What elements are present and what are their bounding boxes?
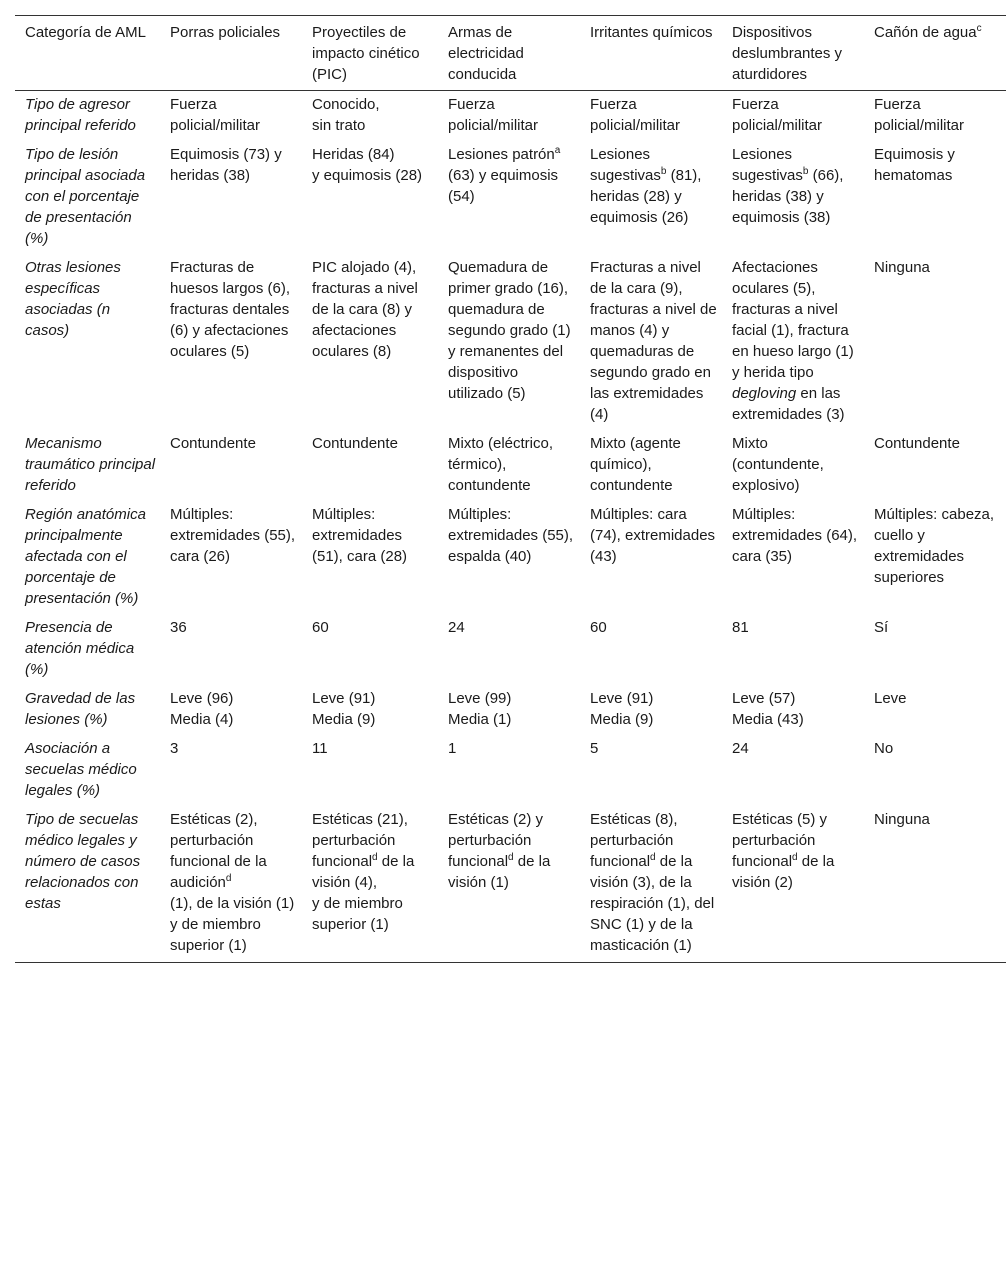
table-row (15, 613, 1006, 684)
footnote-marker: d (225, 873, 232, 884)
table-cell (160, 253, 302, 429)
cell-text: Lesiones sugestivas (590, 146, 661, 184)
table-cell (580, 91, 722, 141)
cell-text: 11 (312, 740, 328, 757)
cell-text: Lesiones patrón (448, 146, 555, 163)
row-label: Tipo de secuelas médico legales y número de casos relacionados con estas (15, 805, 160, 963)
table-cell (438, 140, 580, 253)
footnote-marker: c (976, 23, 982, 34)
table-cell (580, 734, 722, 805)
cell-text: Múltiples: extremidades (64), cara (35) (732, 506, 858, 565)
table-cell (160, 500, 302, 613)
table-cell (302, 734, 438, 805)
cell-text-continued: (81), heridas (28) y equimosis (26) (590, 167, 702, 226)
table-cell (438, 805, 580, 963)
table-cell (722, 684, 864, 734)
cell-text: Leve (96) Media (4) (170, 690, 234, 728)
table-cell (438, 91, 580, 141)
table-cell (160, 613, 302, 684)
cell-text-continued: de la visión (3), de la respiración (1), del SNC (1) y de la masticación (1) (590, 853, 715, 954)
table-row (15, 429, 1006, 500)
cell-text: Leve (99) Media (1) (448, 690, 512, 728)
cell-text-continued: (66), heridas (38) y equimosis (38) (732, 167, 844, 226)
table-cell (160, 734, 302, 805)
cell-text: Contundente (170, 435, 256, 452)
aml-injury-table (15, 15, 1006, 963)
cell-text: Estéticas (2) y perturbación funcional (448, 811, 544, 870)
cell-text: Fuerza policial/militar (448, 96, 539, 134)
cell-text: Estéticas (21), perturbación funcional (312, 811, 408, 870)
table-cell (438, 684, 580, 734)
table-cell (580, 684, 722, 734)
table-cell (438, 253, 580, 429)
row-label: Gravedad de las lesiones (%) (25, 690, 136, 728)
cell-text-continued: (1), de la visión (1) y de miembro superior (1) (170, 895, 295, 954)
cell-text: 60 (312, 619, 329, 636)
table-cell (722, 91, 864, 141)
cell-text: Leve (91) Media (9) (312, 690, 376, 728)
table-cell (302, 805, 438, 963)
column-header-label: Dispositivos deslumbrantes y aturdidores (732, 24, 843, 83)
column-header-label: Irritantes químicos (590, 24, 713, 41)
cell-text: 1 (448, 740, 457, 757)
row-label: Tipo de agresor principal referido (25, 96, 136, 134)
column-header (580, 16, 722, 91)
footnote-marker: a (554, 145, 561, 156)
table-cell (580, 253, 722, 429)
footnote-marker: d (508, 852, 514, 863)
table-cell (302, 613, 438, 684)
header-row (15, 16, 1006, 91)
cell-text: Múltiples: extremidades (55), espalda (40) (448, 506, 574, 565)
table-cell (864, 253, 1006, 429)
cell-text: PIC alojado (4), fracturas a nivel de la cara (8) y afectaciones oculares (8) (312, 259, 418, 360)
cell-text: Quemadura de primer grado (16), quemadura de segundo grado (1) y remanentes del dispositivo utilizado (5) (448, 259, 571, 402)
cell-text: 60 (590, 619, 607, 636)
table-cell (722, 429, 864, 500)
cell-emphasis: degloving (732, 385, 797, 402)
table-cell (438, 734, 580, 805)
table-cell (722, 734, 864, 805)
table-cell (160, 684, 302, 734)
cell-text-continued: de la visión (2) (732, 853, 835, 891)
cell-text: Mixto (eléctrico, térmico), contundente (448, 435, 554, 494)
column-header-label: Cañón de agua (874, 24, 977, 41)
column-header-label: Proyectiles de impacto cinético (PIC) (312, 24, 420, 83)
cell-text: Mixto (contundente, explosivo) (732, 435, 824, 494)
cell-text: 24 (732, 740, 749, 757)
table-cell (438, 500, 580, 613)
cell-text: Lesiones sugestivas (732, 146, 803, 184)
table-cell (160, 805, 302, 963)
cell-text: 81 (732, 619, 749, 636)
table-cell (302, 140, 438, 253)
table-cell (722, 805, 864, 963)
cell-text: Leve (874, 690, 907, 707)
table-body (15, 91, 1006, 963)
cell-text: Mixto (agente químico), contundente (590, 435, 681, 494)
table-cell (580, 140, 722, 253)
table-cell (722, 500, 864, 613)
cell-text: Estéticas (8), perturbación funcional (590, 811, 678, 870)
column-header (15, 16, 160, 91)
cell-text: Ninguna (874, 259, 930, 276)
table-cell (302, 500, 438, 613)
cell-text: Fuerza policial/militar (874, 96, 965, 134)
cell-text-continued: de la visión (1) (448, 853, 551, 891)
cell-text: Múltiples: extremidades (51), cara (28) (312, 506, 408, 565)
cell-text-continued: (63) y equimosis (54) (448, 167, 559, 205)
table-cell (438, 429, 580, 500)
cell-text: Estéticas (2), perturbación funcional de la audición (170, 811, 267, 891)
table-cell (722, 613, 864, 684)
table-cell (864, 613, 1006, 684)
table-row (15, 253, 1006, 429)
table-cell (864, 91, 1006, 141)
table-cell (160, 140, 302, 253)
row-label: Otras lesiones específicas asociadas (n casos) (25, 259, 121, 339)
cell-text: Leve (57) Media (43) (732, 690, 804, 728)
column-header (722, 16, 864, 91)
table-cell (160, 429, 302, 500)
column-header-label: Categoría de AML (25, 24, 146, 41)
row-label: Tipo de lesión principal asociada con el porcentaje de presentación (%) (25, 146, 146, 247)
column-header-label: Porras policiales (170, 24, 281, 41)
cell-text: Fuerza policial/militar (590, 96, 681, 134)
cell-text: Múltiples: cabeza, cuello y extremidades superiores (874, 506, 995, 586)
table-cell (580, 805, 722, 963)
table-cell (580, 613, 722, 684)
cell-text: Múltiples: cara (74), extremidades (43) (590, 506, 716, 565)
table-cell (722, 253, 864, 429)
footnote-marker: b (802, 166, 809, 177)
cell-text: Ninguna (874, 811, 930, 828)
footnote-marker: b (660, 166, 667, 177)
table-cell (864, 429, 1006, 500)
cell-text: 24 (448, 619, 465, 636)
table-row (15, 91, 1006, 141)
cell-text: Heridas (84) y equimosis (28) (312, 146, 423, 184)
cell-text: Estéticas (5) y perturbación funcional (732, 811, 828, 870)
footnote-marker: d (372, 852, 378, 863)
table-cell (302, 253, 438, 429)
table-cell (302, 684, 438, 734)
cell-text: Afectaciones oculares (5), fracturas a nivel facial (1), fractura en hueso largo (1) y herida tipo (732, 259, 854, 381)
table-cell (864, 500, 1006, 613)
cell-text: No (874, 740, 894, 757)
column-header-label: Armas de electricidad conducida (448, 24, 524, 83)
row-label: Presencia de atención médica (%) (25, 619, 135, 678)
cell-text-continued: en las extremidades (3) (732, 385, 845, 423)
table-row (15, 140, 1006, 253)
cell-text: Fracturas a nivel de la cara (9), fracturas a nivel de manos (4) y quemaduras de segundo grado en las extremidades (4) (590, 259, 717, 423)
cell-text: Conocido, sin trato (312, 96, 380, 134)
footnote-marker: d (792, 852, 798, 863)
table-row (15, 734, 1006, 805)
table-cell (864, 734, 1006, 805)
column-header (160, 16, 302, 91)
cell-text: Fuerza policial/militar (170, 96, 261, 134)
column-header (864, 16, 1006, 91)
cell-text: Contundente (874, 435, 960, 452)
row-label: Región anatómica principalmente afectada con el porcentaje de presentación (%) (25, 506, 146, 607)
cell-text: 3 (170, 740, 179, 757)
table-cell (864, 684, 1006, 734)
table-row (15, 684, 1006, 734)
table-cell (580, 429, 722, 500)
table-cell (580, 500, 722, 613)
cell-text: Fuerza policial/militar (732, 96, 823, 134)
cell-text-continued: de la visión (4), y de miembro superior (1) (312, 853, 415, 933)
cell-text: Equimosis y hematomas (874, 146, 955, 184)
table-cell (302, 91, 438, 141)
column-header (302, 16, 438, 91)
cell-text: Equimosis (73) y heridas (38) (170, 146, 282, 184)
table-cell (438, 613, 580, 684)
table-cell (864, 805, 1006, 963)
table-cell (160, 91, 302, 141)
table-header (15, 16, 1006, 91)
cell-text: Contundente (312, 435, 398, 452)
table-cell (864, 140, 1006, 253)
cell-text: Sí (874, 619, 889, 636)
footnote-marker: d (650, 852, 656, 863)
table-row (15, 805, 1006, 963)
column-header (438, 16, 580, 91)
cell-text: Fracturas de huesos largos (6), fracturas dentales (6) y afectaciones oculares (5) (170, 259, 291, 360)
table-row (15, 500, 1006, 613)
cell-text: 5 (590, 740, 599, 757)
row-label: Mecanismo traumático principal referido (25, 435, 156, 494)
cell-text: 36 (170, 619, 187, 636)
cell-text: Leve (91) Media (9) (590, 690, 654, 728)
table-cell (722, 140, 864, 253)
table-cell (302, 429, 438, 500)
row-label: Asociación a secuelas médico legales (%) (25, 740, 137, 799)
cell-text: Múltiples: extremidades (55), cara (26) (170, 506, 296, 565)
